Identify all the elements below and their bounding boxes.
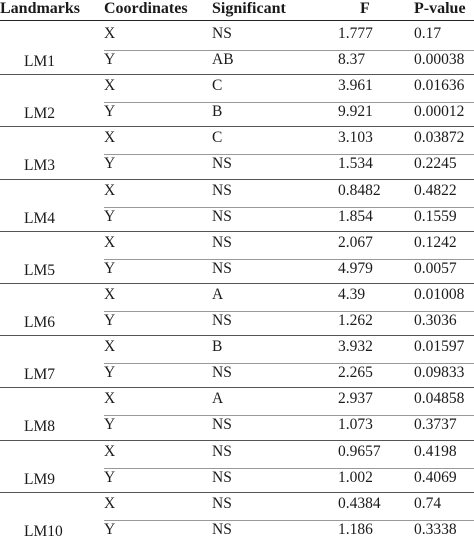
significant-cell: C — [212, 77, 223, 95]
landmark-label: LM8 — [24, 418, 55, 436]
landmark-group — [0, 179, 474, 231]
f-value-cell: 2.265 — [338, 364, 373, 382]
coordinate-cell: Y — [104, 51, 116, 68]
p-value-cell: 0.4198 — [414, 442, 457, 460]
table-row — [0, 233, 474, 259]
coordinate-cell: X — [104, 77, 116, 95]
p-value-cell: 0.00038 — [414, 51, 465, 68]
f-value-cell: 1.186 — [338, 520, 373, 538]
coordinate-cell: Y — [104, 520, 116, 538]
group-divider — [0, 231, 474, 232]
landmark-group — [0, 283, 474, 335]
coordinate-cell: X — [104, 286, 116, 303]
significant-cell: NS — [212, 207, 232, 225]
f-value-cell: 4.39 — [338, 286, 366, 303]
coordinate-cell: X — [104, 25, 116, 42]
significant-cell: NS — [212, 312, 232, 329]
landmark-group — [0, 440, 474, 492]
landmark-group — [0, 231, 474, 283]
landmark-label: LM6 — [24, 314, 55, 331]
group-divider — [0, 387, 474, 388]
significant-cell: NS — [212, 494, 232, 512]
f-value-cell: 1.002 — [338, 468, 373, 486]
significant-cell: NS — [212, 233, 232, 251]
p-value-cell: 0.03872 — [414, 129, 465, 147]
group-divider — [0, 126, 474, 127]
table-row — [0, 311, 474, 337]
coordinate-cell: Y — [104, 259, 116, 277]
significant-cell: NS — [212, 259, 232, 277]
table-row — [0, 363, 474, 389]
coordinate-cell: Y — [104, 364, 116, 382]
header-divider — [0, 20, 474, 21]
significant-cell: B — [212, 103, 223, 121]
coordinate-cell: X — [104, 390, 116, 408]
coordinate-cell: Y — [104, 312, 116, 329]
table-row — [0, 181, 474, 207]
table-row — [0, 207, 474, 233]
landmark-label: LM4 — [24, 209, 55, 227]
landmark-label: LM1 — [24, 53, 55, 70]
coordinate-cell: X — [104, 494, 116, 512]
coordinate-cell: X — [104, 181, 116, 199]
significant-cell: NS — [212, 416, 232, 434]
table-row — [0, 285, 474, 311]
group-divider — [0, 179, 474, 180]
landmark-label: LM2 — [24, 105, 55, 123]
p-value-cell: 0.17 — [414, 25, 442, 42]
significant-cell: AB — [212, 51, 234, 68]
table-row — [0, 520, 474, 546]
landmark-group — [0, 387, 474, 439]
p-value-cell: 0.4069 — [414, 468, 457, 486]
p-value-cell: 0.01636 — [414, 77, 465, 95]
significant-cell: B — [212, 338, 223, 356]
f-value-cell: 1.777 — [338, 25, 373, 42]
coordinate-cell: X — [104, 233, 116, 251]
table-row — [0, 24, 474, 50]
coordinate-cell: X — [104, 442, 116, 460]
p-value-cell: 0.04858 — [414, 390, 465, 408]
coordinate-cell: X — [104, 129, 116, 147]
f-value-cell: 1.073 — [338, 416, 373, 434]
landmark-group — [0, 22, 474, 74]
header-landmarks: Landmarks — [0, 0, 81, 17]
p-value-cell: 0.01008 — [414, 286, 465, 303]
p-value-cell: 0.74 — [414, 494, 442, 512]
coordinate-cell: X — [104, 338, 116, 356]
p-value-cell: 0.3338 — [414, 520, 457, 538]
landmark-label: LM3 — [24, 157, 55, 175]
significant-cell: NS — [212, 181, 232, 199]
f-value-cell: 3.103 — [338, 129, 373, 147]
f-value-cell: 2.937 — [338, 390, 373, 408]
landmark-group — [0, 126, 474, 178]
f-value-cell: 8.37 — [338, 51, 366, 68]
group-divider — [0, 492, 474, 493]
p-value-cell: 0.1559 — [414, 207, 457, 225]
coordinate-cell: Y — [104, 155, 116, 173]
significant-cell: NS — [212, 442, 232, 460]
p-value-cell: 0.2245 — [414, 155, 457, 173]
landmark-group — [0, 74, 474, 126]
header-significant: Significant — [212, 0, 286, 17]
coordinate-cell: Y — [104, 207, 116, 225]
p-value-cell: 0.3737 — [414, 416, 457, 434]
coordinate-cell: Y — [104, 416, 116, 434]
table-row — [0, 102, 474, 128]
f-value-cell: 9.921 — [338, 103, 373, 121]
landmark-label: LM9 — [24, 470, 55, 488]
table-header — [0, 0, 474, 20]
f-value-cell: 1.534 — [338, 155, 373, 173]
table-row — [0, 415, 474, 441]
f-value-cell: 0.9657 — [338, 442, 381, 460]
group-divider — [0, 74, 474, 75]
group-divider — [0, 440, 474, 441]
f-value-cell: 4.979 — [338, 259, 373, 277]
significant-cell: NS — [212, 364, 232, 382]
f-value-cell: 1.854 — [338, 207, 373, 225]
significant-cell: NS — [212, 25, 232, 42]
p-value-cell: 0.1242 — [414, 233, 457, 251]
header-p-value: P-value — [414, 0, 466, 17]
f-value-cell: 0.8482 — [338, 181, 381, 199]
table-row — [0, 259, 474, 285]
table-row — [0, 442, 474, 468]
f-value-cell: 1.262 — [338, 312, 373, 329]
group-divider — [0, 335, 474, 336]
significant-cell: NS — [212, 155, 232, 173]
significant-cell: A — [212, 390, 224, 408]
coordinate-cell: Y — [104, 103, 116, 121]
landmark-group — [0, 492, 474, 544]
header-f: F — [360, 0, 370, 17]
significant-cell: C — [212, 129, 223, 147]
table-row — [0, 154, 474, 180]
significant-cell: NS — [212, 520, 232, 538]
table-row — [0, 389, 474, 415]
significant-cell: NS — [212, 468, 232, 486]
table-row — [0, 468, 474, 494]
f-value-cell: 3.932 — [338, 338, 373, 356]
p-value-cell: 0.4822 — [414, 181, 457, 199]
group-divider — [0, 283, 474, 284]
landmark-label: LM10 — [24, 522, 63, 540]
p-value-cell: 0.00012 — [414, 103, 465, 121]
f-value-cell: 3.961 — [338, 77, 373, 95]
f-value-cell: 2.067 — [338, 233, 373, 251]
landmark-label: LM5 — [24, 261, 55, 279]
table-row — [0, 76, 474, 102]
table-row — [0, 128, 474, 154]
f-value-cell: 0.4384 — [338, 494, 381, 512]
p-value-cell: 0.0057 — [414, 259, 457, 277]
p-value-cell: 0.09833 — [414, 364, 465, 382]
table-row — [0, 50, 474, 76]
header-coordinates: Coordinates — [104, 0, 188, 17]
significant-cell: A — [212, 286, 224, 303]
coordinate-cell: Y — [104, 468, 116, 486]
landmark-group — [0, 335, 474, 387]
p-value-cell: 0.3036 — [414, 312, 457, 329]
table-row — [0, 494, 474, 520]
landmark-label: LM7 — [24, 366, 55, 384]
p-value-cell: 0.01597 — [414, 338, 465, 356]
table-row — [0, 337, 474, 363]
